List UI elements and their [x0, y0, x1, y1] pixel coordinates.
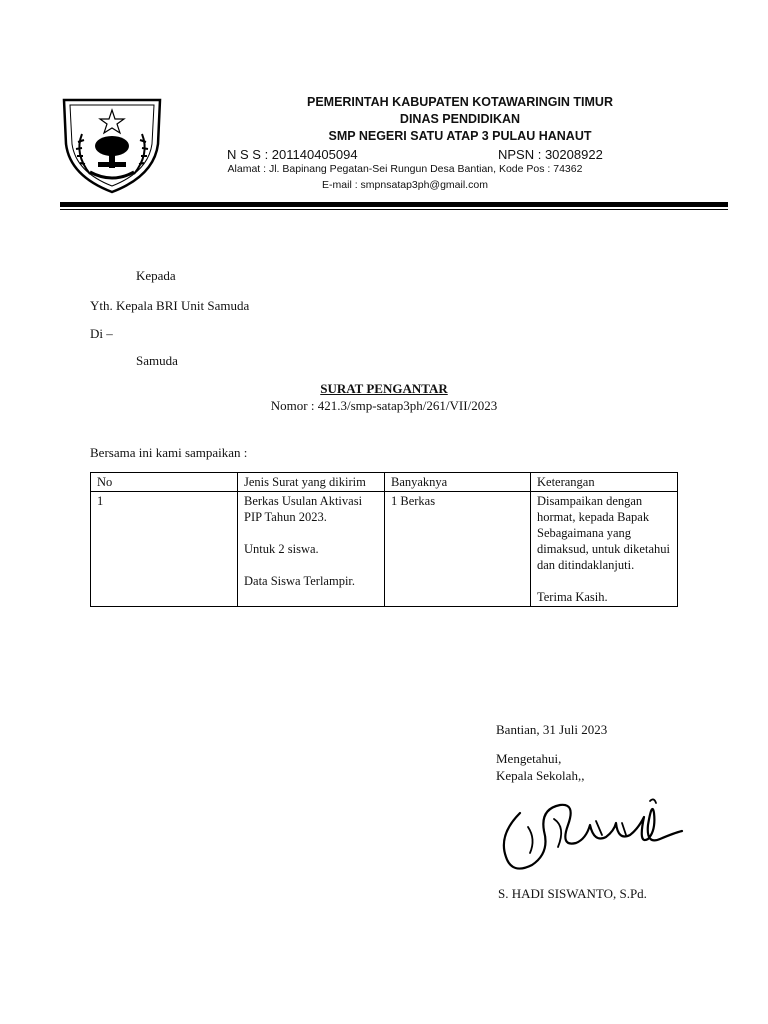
- handwritten-signature: [498, 795, 688, 890]
- letterhead-divider-thick: [60, 202, 728, 207]
- letterhead-address: Alamat : Jl. Bapinang Pegatan-Sei Rungun Desa Bantian, Kode Pos : 74362: [227, 163, 583, 175]
- letter-title: SURAT PENGANTAR: [320, 381, 448, 396]
- table-header-banyaknya: Banyaknya: [385, 473, 531, 492]
- letter-intro: Bersama ini kami sampaikan :: [90, 445, 248, 460]
- keterangan-line-2: Terima Kasih.: [537, 590, 608, 604]
- table-cell-jenis: [238, 492, 385, 607]
- table-cell-keterangan: [531, 492, 678, 607]
- table-header-row: [91, 473, 678, 492]
- recipient-di: Di –: [90, 326, 113, 341]
- closing-date: Bantian, 31 Juli 2023: [496, 722, 608, 737]
- closing-jabatan: Kepala Sekolah,,: [496, 768, 585, 783]
- recipient-yth: Yth. Kepala BRI Unit Samuda: [90, 298, 250, 313]
- letterhead-nss: N S S : 201140405094: [227, 147, 358, 162]
- letterhead-divider-thin: [60, 209, 728, 210]
- letterhead-line-agency: DINAS PENDIDIKAN: [399, 112, 521, 126]
- document-list-table: [90, 472, 678, 607]
- table-header-jenis: Jenis Surat yang dikirim: [238, 473, 385, 492]
- keterangan-line-1: Disampaikan dengan hormat, kepada Bapak Sebagaimana yang dimaksud, untuk diketahui dan ditindaklanjuti.: [537, 494, 670, 572]
- letterhead-line-school: SMP NEGERI SATU ATAP 3 PULAU HANAUT: [328, 129, 592, 143]
- table-header-no: No: [91, 473, 238, 492]
- letterhead-line-government: PEMERINTAH KABUPATEN KOTAWARINGIN TIMUR: [306, 95, 613, 109]
- letter-number: Nomor : 421.3/smp-satap3ph/261/VII/2023: [270, 398, 498, 413]
- letterhead-npsn: NPSN : 30208922: [498, 147, 603, 162]
- closing-mengetahui: Mengetahui,: [496, 751, 562, 766]
- jenis-line-3: Data Siswa Terlampir.: [244, 574, 356, 588]
- jenis-line-2: Untuk 2 siswa.: [244, 542, 319, 556]
- recipient-kepada: Kepada: [136, 268, 176, 283]
- jenis-line-1: Berkas Usulan Aktivasi PIP Tahun 2023.: [244, 494, 363, 524]
- table-row: [91, 492, 678, 607]
- signatory-name: S. HADI SISWANTO, S.Pd.: [498, 886, 647, 901]
- table-cell-banyaknya: 1 Berkas: [385, 492, 531, 607]
- recipient-place: Samuda: [136, 353, 178, 368]
- table-header-keterangan: Keterangan: [531, 473, 678, 492]
- letterhead-email: E-mail : smpnsatap3ph@gmail.com: [322, 179, 488, 191]
- table-cell-no: 1: [91, 492, 238, 607]
